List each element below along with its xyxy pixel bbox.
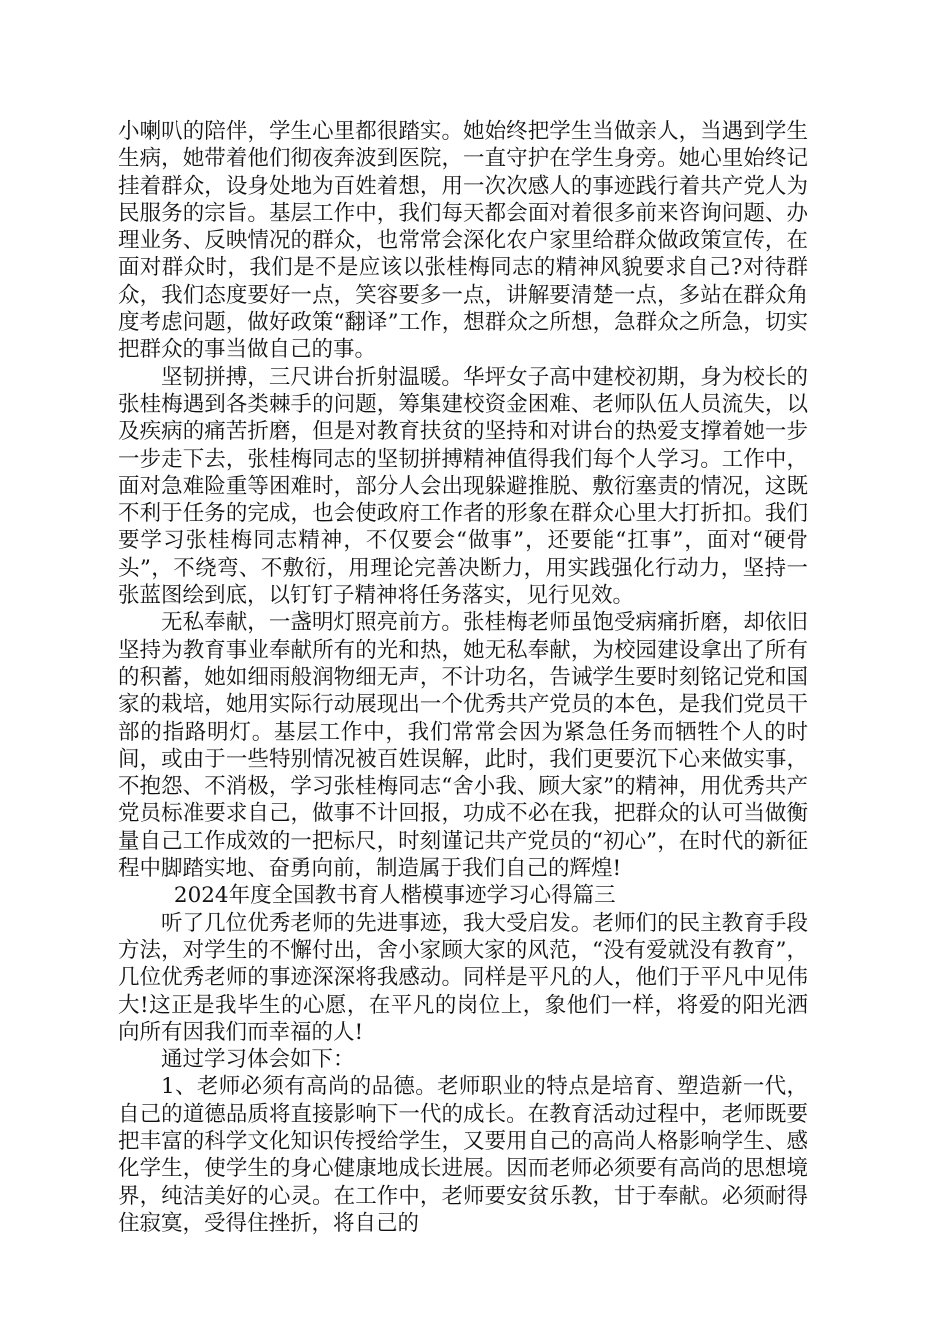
paragraph-1: 小喇叭的陪伴，学生心里都很踏实。她始终把学生当做亲人，当遇到学生生病，她带着他们彻夜奔波到医院，一直守护在学生身旁。她心里始终记挂着群众，设身处地为百姓着想，用一次次感人的事迹践行着共产党人为民服务的宗旨。基层工作中，我们每天都会面对着很多前来咨询问题、办理业务、反映情况的群众，也常常会深化农户家里给群众做政策宣传，在面对群众时，我们是不是应该以张桂梅同志的精神风貌要求自己?对待群众，我们态度要好一点，笑容要多一点，讲解要清楚一点，多站在群众角度考虑问题，做好政策“翻译”工作，想群众之所想，急群众之所急，切实把群众的事当做自己的事。 [118, 119, 808, 363]
document-page [118, 118, 808, 1237]
paragraph-4: 听了几位优秀老师的先进事迹，我大受启发。老师们的民主教育手段方法，对学生的不懈付出，舍小家顾大家的风范，“没有爱就没有教育”，几位优秀老师的事迹深深将我感动。同样是平凡的人，他们于平凡中见伟大!这正是我毕生的心愿，在平凡的岗位上，象他们一样，将爱的阳光洒向所有因我们而幸福的人! [118, 910, 808, 1045]
paragraph-3: 无私奉献，一盏明灯照亮前方。张桂梅老师虽饱受病痛折磨，却依旧坚持为教育事业奉献所有的光和热，她无私奉献，为校园建设拿出了所有的积蓄，她如细雨般润物细无声，不计功名，告诫学生要时刻铭记党和国家的栽培，她用实际行动展现出一个优秀共产党员的本色，是我们党员干部的指路明灯。基层工作中，我们常常会因为紧急任务而牺牲个人的时间，或由于一些特别情况被百姓误解，此时，我们更要沉下心来做实事，不抱怨、不消极，学习张桂梅同志“舍小我、顾大家”的精神，用优秀共产党员标准要求自己，做事不计回报，功成不必在我，把群众的认可当做衡量自己工作成效的一把标尺，时刻谨记共产党员的“初心”，在时代的新征程中脚踏实地、奋勇向前，制造属于我们自己的辉煌! [118, 610, 808, 882]
paragraph-6: 1、老师必须有高尚的品德。老师职业的特点是培育、塑造新一代，自己的道德品质将直接影响下一代的成长。在教育活动过程中，老师既要把丰富的科学文化知识传授给学生，又要用自己的高尚人格影响学生、感化学生，使学生的身心健康地成长进展。因而老师必须要有高尚的思想境界，纯洁美好的心灵。在工作中，老师要安贫乐教，甘于奉献。必须耐得住寂寞，受得住挫折，将自己的 [118, 1074, 808, 1236]
section-heading: 2024年度全国教书育人楷模事迹学习心得篇三 [173, 883, 616, 909]
paragraph-5: 通过学习体会如下： [161, 1047, 355, 1073]
paragraph-2: 坚韧拼搏，三尺讲台折射温暖。华坪女子高中建校初期，身为校长的张桂梅遇到各类棘手的问题，筹集建校资金困难、老师队伍人员流失，以及疾病的痛苦折磨，但是对教育扶贫的坚持和对讲台的热爱支撑着她一步一步走下去，张桂梅同志的坚韧拼搏精神值得我们每个人学习。工作中，面对急难险重等困难时，部分人会出现躲避推脱、敷衍塞责的情况，这既不利于任务的完成，也会使政府工作者的形象在群众心里大打折扣。我们要学习张桂梅同志精神，不仅要会“做事”，还要能“扛事”，面对“硬骨头”，不绕弯、不敷衍，用理论完善决断力，用实践强化行动力，坚持一张蓝图绘到底，以钉钉子精神将任务落实，见行见效。 [118, 364, 808, 609]
